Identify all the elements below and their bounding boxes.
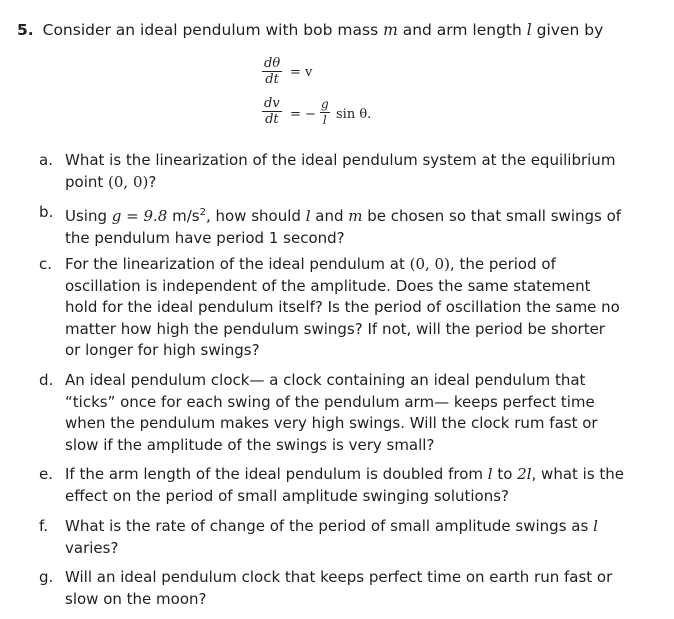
- question-e-line-1: If the arm length of the ideal pendulum is doubled from l to 2l, what is the: [65, 465, 625, 483]
- eq2-fraction: [262, 96, 282, 127]
- eq2-sin-theta: sin θ.: [336, 107, 372, 122]
- question-a-line-1: What is the linearization of the ideal pendulum system at the equilibrium: [65, 151, 616, 169]
- question-a-line-2: point (0, 0)?: [65, 172, 157, 191]
- item-letter: d.: [39, 371, 54, 389]
- gravity-value: g = 9.8: [111, 207, 168, 225]
- question-d-line-4: slow if the amplitude of the swings is very small?: [65, 435, 435, 454]
- question-c-line-2: oscillation is independent of the amplitude. Does the same statement: [65, 276, 591, 295]
- item-letter: a.: [39, 151, 53, 169]
- eq1-rhs: = v: [290, 65, 313, 80]
- question-g-line-2: slow on the moon?: [65, 589, 207, 608]
- problem-number: 5.: [17, 21, 34, 39]
- eq2-equals: = −: [290, 107, 316, 122]
- problem-statement: [17, 19, 603, 41]
- equation-block: [262, 56, 422, 138]
- question-f-line-1: What is the rate of change of the period of small amplitude swings as l: [65, 517, 598, 535]
- eq2-denominator: dt: [265, 112, 279, 127]
- question-b-line-1: Using g = 9.8 $m/s^2$, how should l and m be chosen so that small swings of: [65, 207, 622, 225]
- eq1-fraction: [262, 56, 282, 87]
- var-m: m: [383, 21, 398, 39]
- eq1-denominator: dt: [265, 72, 279, 87]
- question-c-line-1: For the linearization of the ideal pendulum at (0, 0), the period of: [65, 255, 556, 273]
- question-d-line-2: “ticks” once for each swing of the pendulum arm— keeps perfect time: [65, 392, 595, 411]
- intro-text-3: given by: [531, 21, 604, 39]
- question-d-line-3: when the pendulum makes very high swings. Will the clock rum fast or: [65, 414, 598, 432]
- question-c-line-4: matter how high the pendulum swings? If not, will the period be shorter: [65, 319, 605, 338]
- question-e-line-2: effect on the period of small amplitude swinging solutions?: [65, 486, 510, 505]
- intro-text-1: Consider an ideal pendulum with bob mass: [42, 21, 384, 39]
- question-g-line-1: Will an ideal pendulum clock that keeps perfect time on earth run fast or: [65, 568, 613, 586]
- eq2-numerator: dv: [264, 96, 280, 111]
- question-f-line-2: varies?: [65, 538, 119, 557]
- question-b-line-2: the pendulum have period 1 second?: [65, 228, 345, 247]
- question-d-line-1: An ideal pendulum clock— a clock containing an ideal pendulum that: [65, 371, 586, 389]
- question-c-line-5: or longer for high swings?: [65, 341, 260, 359]
- item-letter: f.: [39, 517, 48, 535]
- question-c-line-3: hold for the ideal pendulum itself? Is the period of oscillation the same no: [65, 298, 620, 316]
- origin-point: (0, 0): [108, 172, 149, 191]
- item-letter: e.: [39, 465, 53, 483]
- eq2-l: l: [322, 113, 327, 127]
- eq2-g: g: [321, 97, 329, 111]
- intro-text-2: and arm length: [397, 21, 527, 39]
- item-letter: b.: [39, 203, 54, 221]
- eq1-numerator: dθ: [264, 56, 281, 71]
- var-l: l: [526, 21, 532, 39]
- g-over-l-fraction: [320, 97, 330, 128]
- item-letter: c.: [39, 255, 53, 273]
- item-letter: g.: [39, 568, 54, 586]
